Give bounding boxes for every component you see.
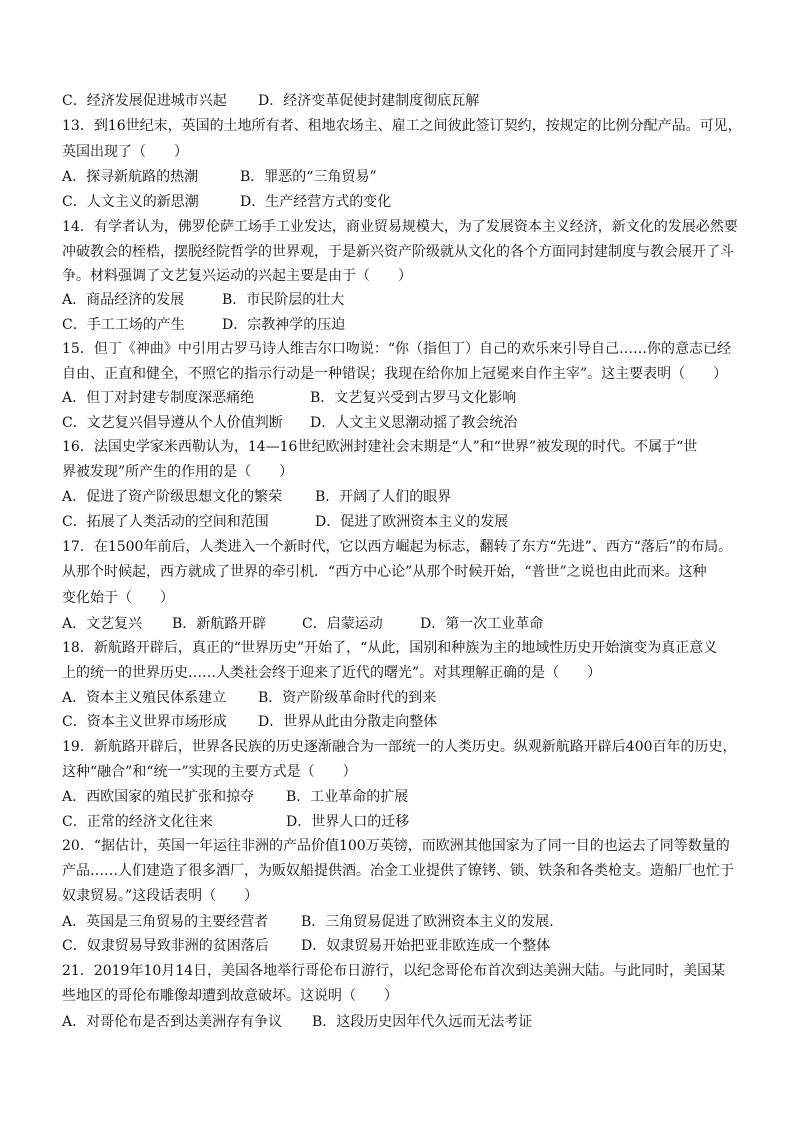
question-text-line: 13．到16世纪末，英国的土地所有者、租地农场主、雇工之间彼此签订契约，按规定的比例分配产品。可见， xyxy=(62,118,742,134)
answer-option: C．手工工场的产生 xyxy=(62,317,185,333)
question-text-line: 变化始于（ ） xyxy=(62,590,174,606)
answer-option: A．探寻新航路的热潮 xyxy=(62,169,199,185)
answer-option: D．世界人口的迁移 xyxy=(286,814,410,830)
question-text-line: 奴隶贸易。”这段话表明（ ） xyxy=(62,888,259,904)
options-line xyxy=(62,165,742,190)
answer-option: A．对哥伦布是否到达美洲存有争议 xyxy=(62,1014,283,1030)
options-line xyxy=(62,411,742,436)
answer-option: D．宗教神学的压迫 xyxy=(222,317,346,333)
options-line xyxy=(62,89,742,114)
options-line xyxy=(62,313,742,338)
answer-option: A．促进了资产阶级思想文化的繁荣 xyxy=(62,489,283,505)
answer-option: B．开阔了人们的眼界 xyxy=(315,489,452,505)
answer-option: C．正常的经济文化往来 xyxy=(62,814,213,830)
answer-option: B．资产阶级革命时代的到来 xyxy=(258,690,437,706)
answer-option: A．文艺复兴 xyxy=(62,616,143,632)
answer-option: D．奴隶贸易开始把亚非欧连成一个整体 xyxy=(301,938,551,954)
question-text-line: 这种“融合”和“统一”实现的主要方式是（ ） xyxy=(62,764,357,780)
answer-option: D．生产经营方式的变化 xyxy=(240,194,392,210)
options-line xyxy=(62,190,742,215)
answer-option: A．商品经济的发展 xyxy=(62,292,185,308)
options-line xyxy=(62,785,742,810)
options-line xyxy=(62,288,742,313)
options-line xyxy=(62,612,742,637)
question-text-line: 14．有学者认为，佛罗伦萨工场手工业发达，商业贸易规模大，为了发展资本主义经济，新文化的发展必然要 xyxy=(62,219,738,235)
answer-option: B．工业革命的扩展 xyxy=(286,789,409,805)
answer-option: D．第一次工业革命 xyxy=(420,616,544,632)
answer-option: C．人文主义的新思潮 xyxy=(62,194,199,210)
options-line xyxy=(62,485,742,510)
answer-option: D．促进了欧洲资本主义的发展 xyxy=(315,514,509,530)
question-text-line: 自由、正直和健全，不照它的指示行动是一种错误；我现在给你加上冠冕来自作主宰”。这主要表明（ ） xyxy=(62,366,728,382)
answer-option: B．新航路开辟 xyxy=(172,616,267,632)
question-text-line: 18．新航路开辟后，真正的“世界历史”开始了，“从此，国别和种族为主的地域性历史开始演变为真正意义 xyxy=(62,640,718,656)
question-text-line: 16．法国史学家米西勒认为，14—16世纪欧洲封建社会末期是“人”和“世界”被发现的时代。不属于“世 xyxy=(62,439,698,455)
question-text-line: 英国出现了（ ） xyxy=(62,144,188,160)
question-text-line: 产品……人们建造了很多酒厂，为贩奴船提供酒。冶金工业提供了镣铐、锁、铁条和各类枪支。造船厂也忙于 xyxy=(62,863,734,879)
answer-option: C．文艺复兴倡导遵从个人价值判断 xyxy=(62,415,283,431)
answer-option: D．世界从此由分散走向整体 xyxy=(258,714,438,730)
answer-option: B．三角贸易促进了欧洲资本主义的发展. xyxy=(301,914,554,930)
options-line xyxy=(62,910,742,935)
answer-option: B．罪恶的“三角贸易” xyxy=(240,169,377,185)
answer-option: A．资本主义殖民体系建立 xyxy=(62,690,227,706)
answer-option: B．文艺复兴受到古罗马文化影响 xyxy=(310,390,517,406)
options-line xyxy=(62,386,742,411)
question-text-line: 些地区的哥伦布雕像却遭到故意破坏。这说明（ ） xyxy=(62,988,398,1004)
question-text-line: 20．“据估计，英国一年运往非洲的产品价值100万英镑，而欧洲其他国家为了同一目的也运去了同等数量的 xyxy=(62,838,730,854)
question-text-line: 上的统一的世界历史……人类社会终于迎来了近代的曙光”。对其理解正确的是（ ） xyxy=(62,665,602,681)
options-line xyxy=(62,810,742,835)
question-text-line: 15．但丁《神曲》中引用古罗马诗人维吉尔口吻说：“你（指但丁）自己的欢乐来引导自己……你的意志已经 xyxy=(62,341,731,357)
question-text-line: 冲破教会的桎梏，摆脱经院哲学的世界观，于是新兴资产阶级就从文化的各个方面同封建制度与教会展开了斗 xyxy=(62,244,734,260)
answer-option: B．这段历史因年代久远而无法考证 xyxy=(312,1014,533,1030)
options-line xyxy=(62,510,742,535)
question-text-line: 17．在1500年前后，人类进入一个新时代，它以西方崛起为标志，翻转了东方“先进”、西方“落后”的布局。 xyxy=(62,539,733,555)
answer-option: A．西欧国家的殖民扩张和掠夺 xyxy=(62,789,255,805)
question-text-line: 从那个时候起，西方就成了世界的牵引机．“西方中心论”从那个时候开始，“普世”之说也由此而来。这种 xyxy=(62,564,707,580)
answer-option: D．人文主义思潮动摇了教会统治 xyxy=(310,415,518,431)
options-line xyxy=(62,686,742,711)
answer-option: A．但丁对封建专制度深恶痛绝 xyxy=(62,390,255,406)
answer-option: D．经济变革促使封建制度彻底瓦解 xyxy=(258,93,480,109)
answer-option: C．拓展了人类活动的空间和范围 xyxy=(62,514,269,530)
answer-option: C．经济发展促进城市兴起 xyxy=(62,93,227,109)
question-text-line: 争。材料强调了文艺复兴运动的兴起主要是由于（ ） xyxy=(62,268,412,284)
answer-option: C．启蒙运动 xyxy=(302,616,383,632)
answer-option: C．资本主义世界市场形成 xyxy=(62,714,227,730)
options-line xyxy=(62,1010,742,1035)
answer-option: B．市民阶层的壮大 xyxy=(222,292,345,308)
answer-option: A．英国是三角贸易的主要经营者 xyxy=(62,914,269,930)
options-line xyxy=(62,710,742,735)
question-text-line: 21．2019年10月14日，美国各地举行哥伦布日游行，以纪念哥伦布首次到达美洲大陆。与此同时，美国某 xyxy=(62,963,726,979)
options-line xyxy=(62,934,742,959)
question-text-line: 界被发现”所产生的作用的是（ ） xyxy=(62,464,294,480)
answer-option: C．奴隶贸易导致非洲的贫困落后 xyxy=(62,938,269,954)
question-text-line: 19．新航路开辟后，世界各民族的历史逐渐融合为一部统一的人类历史。纵观新航路开辟后400百年的历史， xyxy=(62,739,737,755)
